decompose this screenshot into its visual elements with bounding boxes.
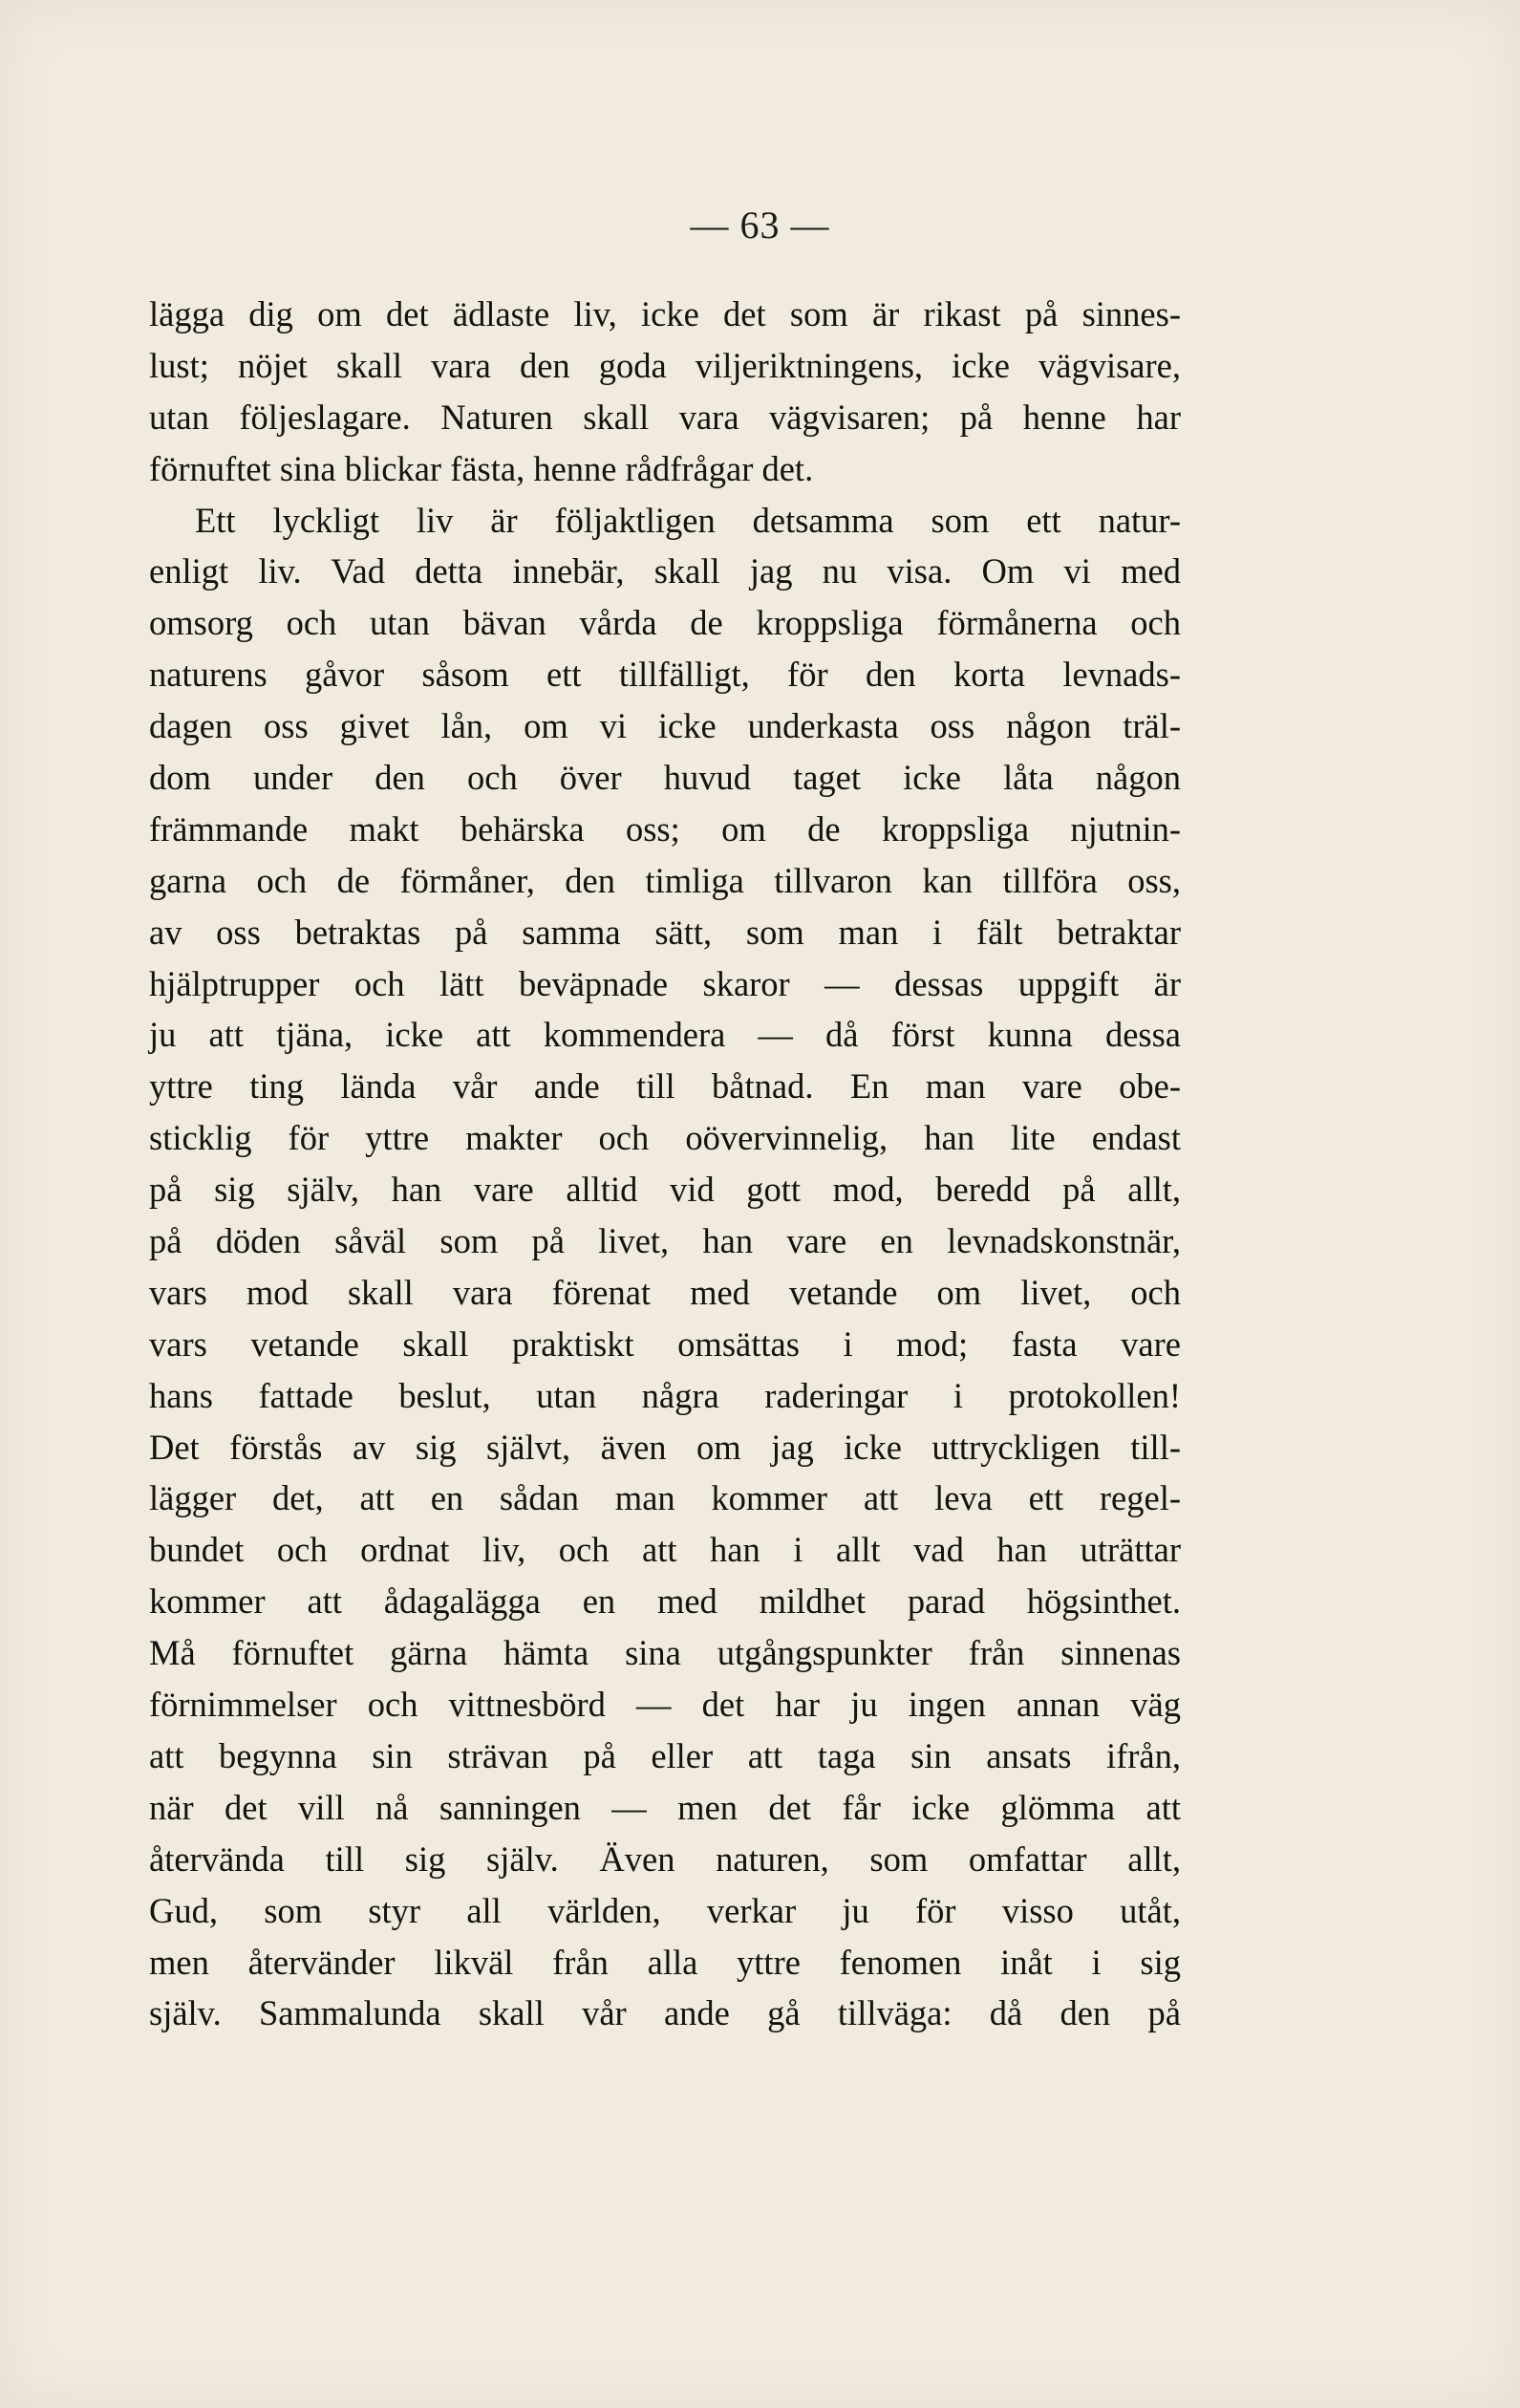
text-line: lägga dig om det ädlaste liv, icke det som är rikast på sinnes-: [149, 294, 1181, 333]
text-line: utan följeslagare. Naturen skall vara vägvisaren; på henne har: [149, 397, 1181, 437]
text-line: hans fattade beslut, utan några raderingar i protokollen!: [149, 1375, 1181, 1415]
text-line: Ett lyckligt liv är följaktligen detsamma som ett natur-: [195, 500, 1181, 540]
text-line: återvända till sig själv. Även naturen, som omfattar allt,: [149, 1838, 1181, 1879]
text-line: när det vill nå sanningen — men det får icke glömma att: [149, 1787, 1181, 1827]
text-line: Må förnuftet gärna hämta sina utgångspunkter från sinnenas: [149, 1633, 1181, 1673]
text-line: på sig själv, han vare alltid vid gott mod, beredd på allt,: [149, 1170, 1181, 1210]
text-line: ju att tjäna, icke att kommendera — då först kunna dessa: [149, 1015, 1181, 1055]
text-line: dom under den och över huvud taget icke låta någon: [149, 758, 1181, 798]
body-text: [149, 289, 1181, 2039]
text-line: bundet och ordnat liv, och att han i allt vad han uträttar: [149, 1530, 1181, 1570]
text-line: naturens gåvor såsom ett tillfälligt, för den korta levnads-: [149, 655, 1181, 695]
text-line: dagen oss givet lån, om vi icke underkasta oss någon träl-: [149, 706, 1181, 746]
text-line: av oss betraktas på samma sätt, som man i fält betraktar: [149, 912, 1181, 952]
text-line: att begynna sin strävan på eller att taga sin ansats ifrån,: [149, 1735, 1181, 1775]
text-line: förnimmelser och vittnesbörd — det har ju ingen annan väg: [149, 1685, 1181, 1725]
text-line: på döden såväl som på livet, han vare en levnadskonstnär,: [149, 1221, 1181, 1261]
text-line: främmande makt behärska oss; om de kroppsliga njutnin-: [149, 808, 1181, 849]
text-line: själv. Sammalunda skall vår ande gå tillväga: då den på: [149, 1993, 1181, 2033]
text-line: Det förstås av sig självt, även om jag icke uttryckligen till-: [149, 1427, 1181, 1467]
text-line: yttre ting lända vår ande till båtnad. En man vare obe-: [149, 1066, 1181, 1107]
text-line: Gud, som styr all världen, verkar ju för visso utåt,: [149, 1890, 1181, 1930]
text-line: lust; nöjet skall vara den goda viljeriktningens, icke vägvisare,: [149, 345, 1181, 385]
text-line: garna och de förmåner, den timliga tillvaron kan tillföra oss,: [149, 860, 1181, 900]
text-line: lägger det, att en sådan man kommer att leva ett regel-: [149, 1478, 1181, 1518]
page-number: — 63 —: [690, 204, 830, 247]
text-line: omsorg och utan bävan vårda de kroppsliga förmånerna och: [149, 603, 1181, 643]
text-line: förnuftet sina blickar fästa, henne rådfrågar det.: [149, 448, 814, 488]
text-line: hjälptrupper och lätt beväpnade skaror — dessas uppgift är: [149, 963, 1181, 1003]
text-line: enligt liv. Vad detta innebär, skall jag nu visa. Om vi med: [149, 551, 1181, 591]
text-line: vars vetande skall praktiskt omsättas i mod; fasta vare: [149, 1323, 1181, 1364]
text-line: sticklig för yttre makter och oövervinnelig, han lite endast: [149, 1118, 1181, 1158]
text-line: kommer att ådagalägga en med mildhet parad högsinthet.: [149, 1581, 1181, 1622]
text-line: vars mod skall vara förenat med vetande om livet, och: [149, 1272, 1181, 1312]
text-line: men återvänder likväl från alla yttre fenomen inåt i sig: [149, 1942, 1181, 1982]
